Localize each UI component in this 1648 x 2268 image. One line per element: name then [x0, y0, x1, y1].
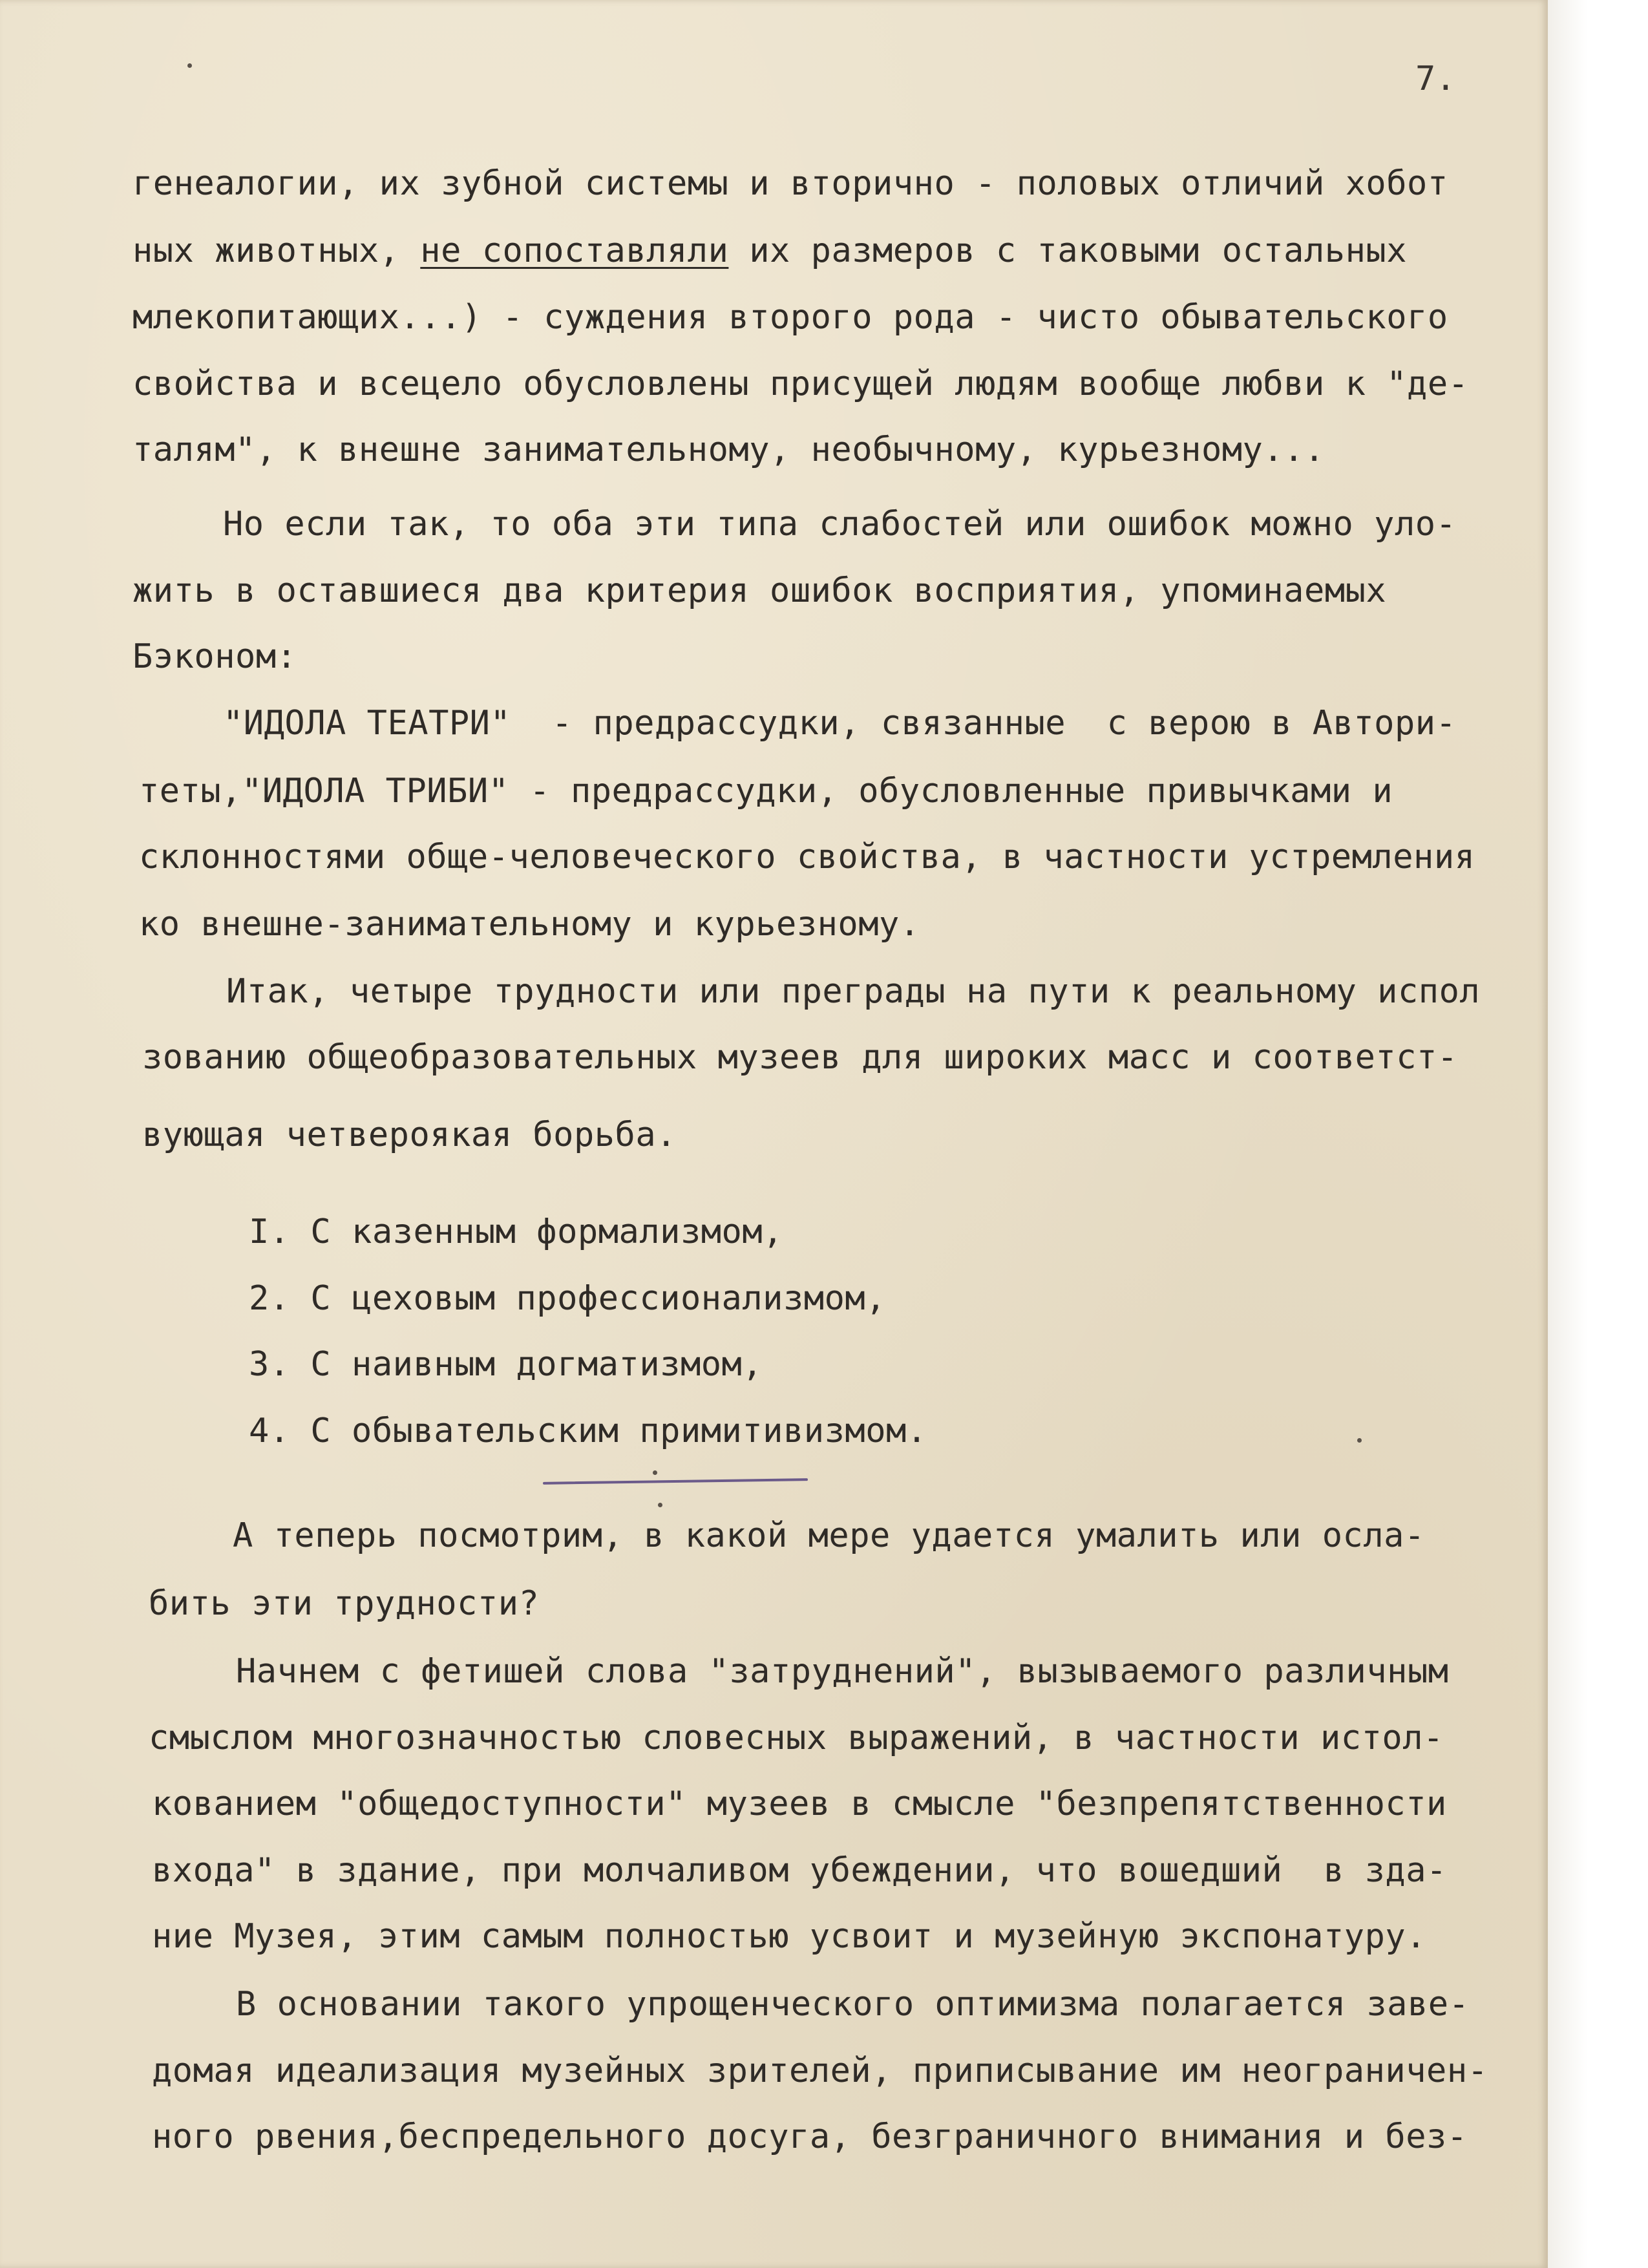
text-line-14: зованию общеобразовательных музеев для широких масс и соответст- [142, 1038, 1458, 1077]
underlined-phrase: не сопоставляли [420, 231, 729, 270]
text-line-21: бить эти трудности? [149, 1584, 540, 1623]
text-line-5: талям", к внешне занимательному, необычному, курьезному... [132, 430, 1325, 469]
ink-speck [187, 63, 192, 68]
text-line-13: Итак, четыре трудности или преграды на пути к реальному испол [226, 972, 1481, 1011]
text-line-20: А теперь посмотрим, в какой мере удается умалить или осла- [233, 1516, 1425, 1555]
text-line-8: Бэконом: [132, 637, 297, 676]
ink-speck [653, 1470, 657, 1475]
text-line-2-start: ных животных, [132, 231, 421, 270]
ink-speck [1357, 1438, 1362, 1443]
text-line-28: домая идеализация музейных зрителей, приписывание им неограничен- [152, 2051, 1488, 2090]
list-item-1: I. С казенным формализмом, [249, 1213, 783, 1251]
list-item-4: 4. С обывательским примитивизмом. [249, 1412, 927, 1450]
text-line-6: Но если так, то оба эти типа слабостей или ошибок можно уло- [223, 505, 1457, 544]
text-line-9: "ИДОЛА ТЕАТРИ" - предрассудки, связанные с верою в Автори- [223, 704, 1457, 743]
text-line-15: вующая четвероякая борьба. [142, 1116, 677, 1154]
list-item-2: 2. С цеховым профессионализмом, [249, 1279, 887, 1318]
ink-speck [658, 1503, 662, 1507]
text-line-10: теты,"ИДОЛА ТРИБИ" - предрассудки, обусловленные привычками и [139, 772, 1393, 811]
text-line-2-end: их размеров с таковыми остальных [728, 231, 1408, 270]
text-line-11: склонностями обще-человеческого свойства, в частности устремления [139, 838, 1475, 876]
text-line-22: Начнем с фетишей слова "затруднений", вызываемого различным [236, 1652, 1449, 1691]
text-line-25: входа" в здание, при молчаливом убеждении, что вошедший в зда- [152, 1851, 1447, 1890]
text-line-23: смыслом многозначностью словесных выражений, в частности истол- [149, 1719, 1444, 1757]
page-number: 7. [1415, 59, 1456, 98]
list-item-3: 3. С наивным догматизмом, [249, 1345, 763, 1384]
text-line-26: ние Музея, этим самым полностью усвоит и музейную экспонатуру. [152, 1917, 1427, 1956]
text-line-24: кованием "общедоступности" музеев в смысле "безпрепятственности [152, 1785, 1447, 1823]
text-line-4: свойства и всецело обусловлены присущей людям вообще любви к "де- [132, 365, 1469, 403]
scan-margin [1548, 0, 1648, 2268]
text-line-3: млекопитающих...) - суждения второго рода - чисто обывательского [132, 298, 1448, 337]
text-line-2 [132, 231, 1408, 270]
text-line-1: генеалогии, их зубной системы и вторично - половых отличий хобот [132, 164, 1448, 203]
text-line-12: ко внешне-занимательному и курьезному. [139, 905, 920, 944]
text-line-29: ного рвения,беспредельного досуга, безграничного внимания и без- [152, 2117, 1468, 2156]
text-line-27: В основании такого упрощенческого оптимизма полагается заве- [236, 1985, 1470, 2024]
text-line-7: жить в оставшиеся два критерия ошибок восприятия, упоминаемых [132, 571, 1387, 610]
